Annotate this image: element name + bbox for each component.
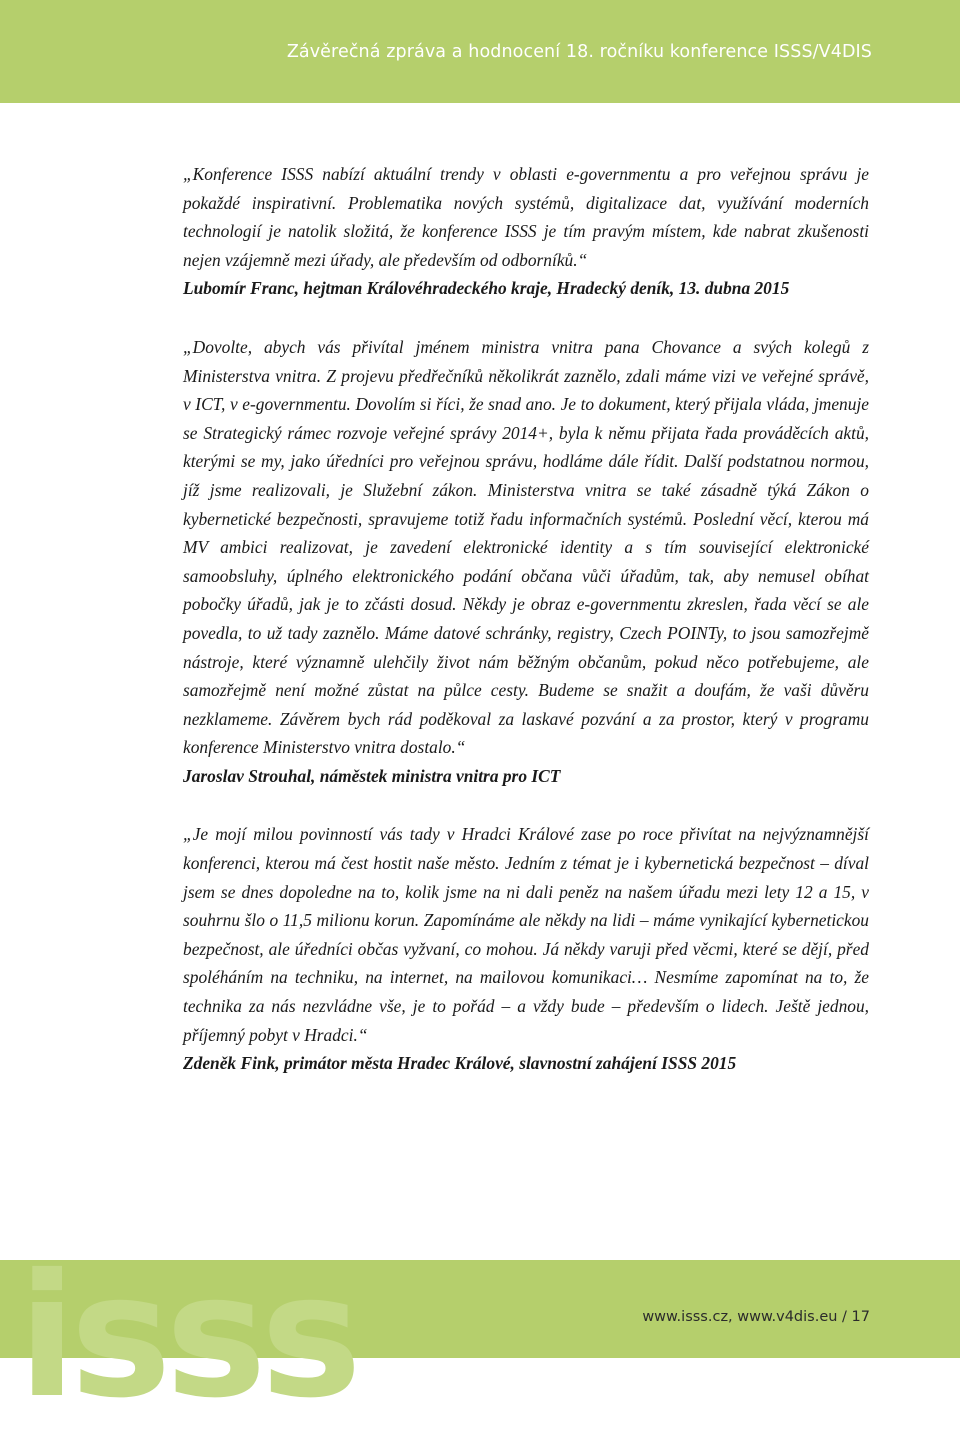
quote-text-franc: „Konference ISSS nabízí aktuální trendy v oblasti e-governmentu a pro veřejnou správu je pokaždé inspirativní. Problematika nových systémů, digitalizace dat, využívání moderních technologií je natolik složitá, že konference ISSS je tím pravým místem, kde nabrat zkušenosti nejen vzájemně mezi úřady, ale především od odborníků.“ [183, 164, 869, 270]
isss-logo-watermark: isss [18, 1238, 356, 1436]
quote-attribution-strouhal: Jaroslav Strouhal, náměstek ministra vnitra pro ICT [183, 765, 561, 786]
quotes-section [183, 160, 869, 1078]
header-title: Závěrečná zpráva a hodnocení 18. ročníku konference ISSS/V4DIS [286, 42, 872, 62]
quote-text-fink: „Je mojí milou povinností vás tady v Hradci Králové zase po roce přivítat na nejvýznamnější konferenci, kterou má čest hostit naše město. Jedním z témat je i kybernetická bezpečnost – díval jsem se dnes dopoledne na to, kolik jsme na ni dali peněz na našem úřadu mezi lety 12 a 15, v souhrnu šlo o 11,5 milionu korun. Zapomínáme ale někdy na lidi – máme vynikající kybernetickou bezpečnost, ale úředníci občas vyžvaní, co mohou. Já někdy varuji před věcmi, které se dějí, před spoléháním na techniku, na internet, na mailovou komunikaci… Nesmíme zapomínat na to, že technika za nás nezvládne vše, je to pořád – a vždy bude – především o lidech. Ještě jednou, příjemný pobyt v Hradci.“ [183, 824, 869, 1045]
quote-attribution-fink: Zdeněk Fink, primátor města Hradec Králové, slavnostní zahájení ISSS 2015 [183, 1053, 737, 1074]
footer-links-page-number: www.isss.cz, www.v4dis.eu / 17 [642, 1309, 870, 1325]
header-band [0, 0, 960, 103]
quote-attribution-franc: Lubomír Franc, hejtman Královéhradeckého kraje, Hradecký deník, 13. dubna 2015 [183, 278, 790, 299]
footer-band [0, 1238, 960, 1436]
quote-text-strouhal: „Dovolte, abych vás přivítal jménem ministra vnitra pana Chovance a svých kolegů z Ministerstva vnitra. Z projevu předřečníků několikrát zaznělo, zdali máme vizi ve veřejné správě, v ICT, v e-governmentu. Dovolím si říci, že snad ano. Je to dokument, který přijala vláda, jmenuje se Strategický rámec rozvoje veřejné správy 2014+, byla k němu přijata řada prováděcích aktů, kterými se my, jako úředníci pro veřejnou správu, hodláme dále řídit. Další podstatnou normou, jíž jsme realizovali, je Služební zákon. Ministerstva vnitra se také zásadně týká Zákon o kybernetické bezpečnosti, spravujeme totiž řadu informačních systémů. Poslední věcí, kterou má MV ambici realizovat, je zavedení elektronické identity a s tím související elektronické samoobsluhy, úplného elektronického podání občana vůči úřadům, tak, aby nemusel obíhat pobočky úřadů, jak je to zčásti dosud. Někdy je obraz e-governmentu zkreslen, řada věcí se ale povedla, to už tady zaznělo. Máme datové schránky, registry, Czech POINTy, to jsou samozřejmě nástroje, které významně ulehčily život nám běžným občanům, pokud něco potřebujeme, ale samozřejmě není možné zůstat na půlce cesty. Budeme se snažit a doufám, že vaši důvěru nezklameme. Závěrem bych rád poděkoval za laskavé pozvání a za prostor, který v programu konference Ministerstvo vnitra dostalo.“ [183, 336, 869, 758]
